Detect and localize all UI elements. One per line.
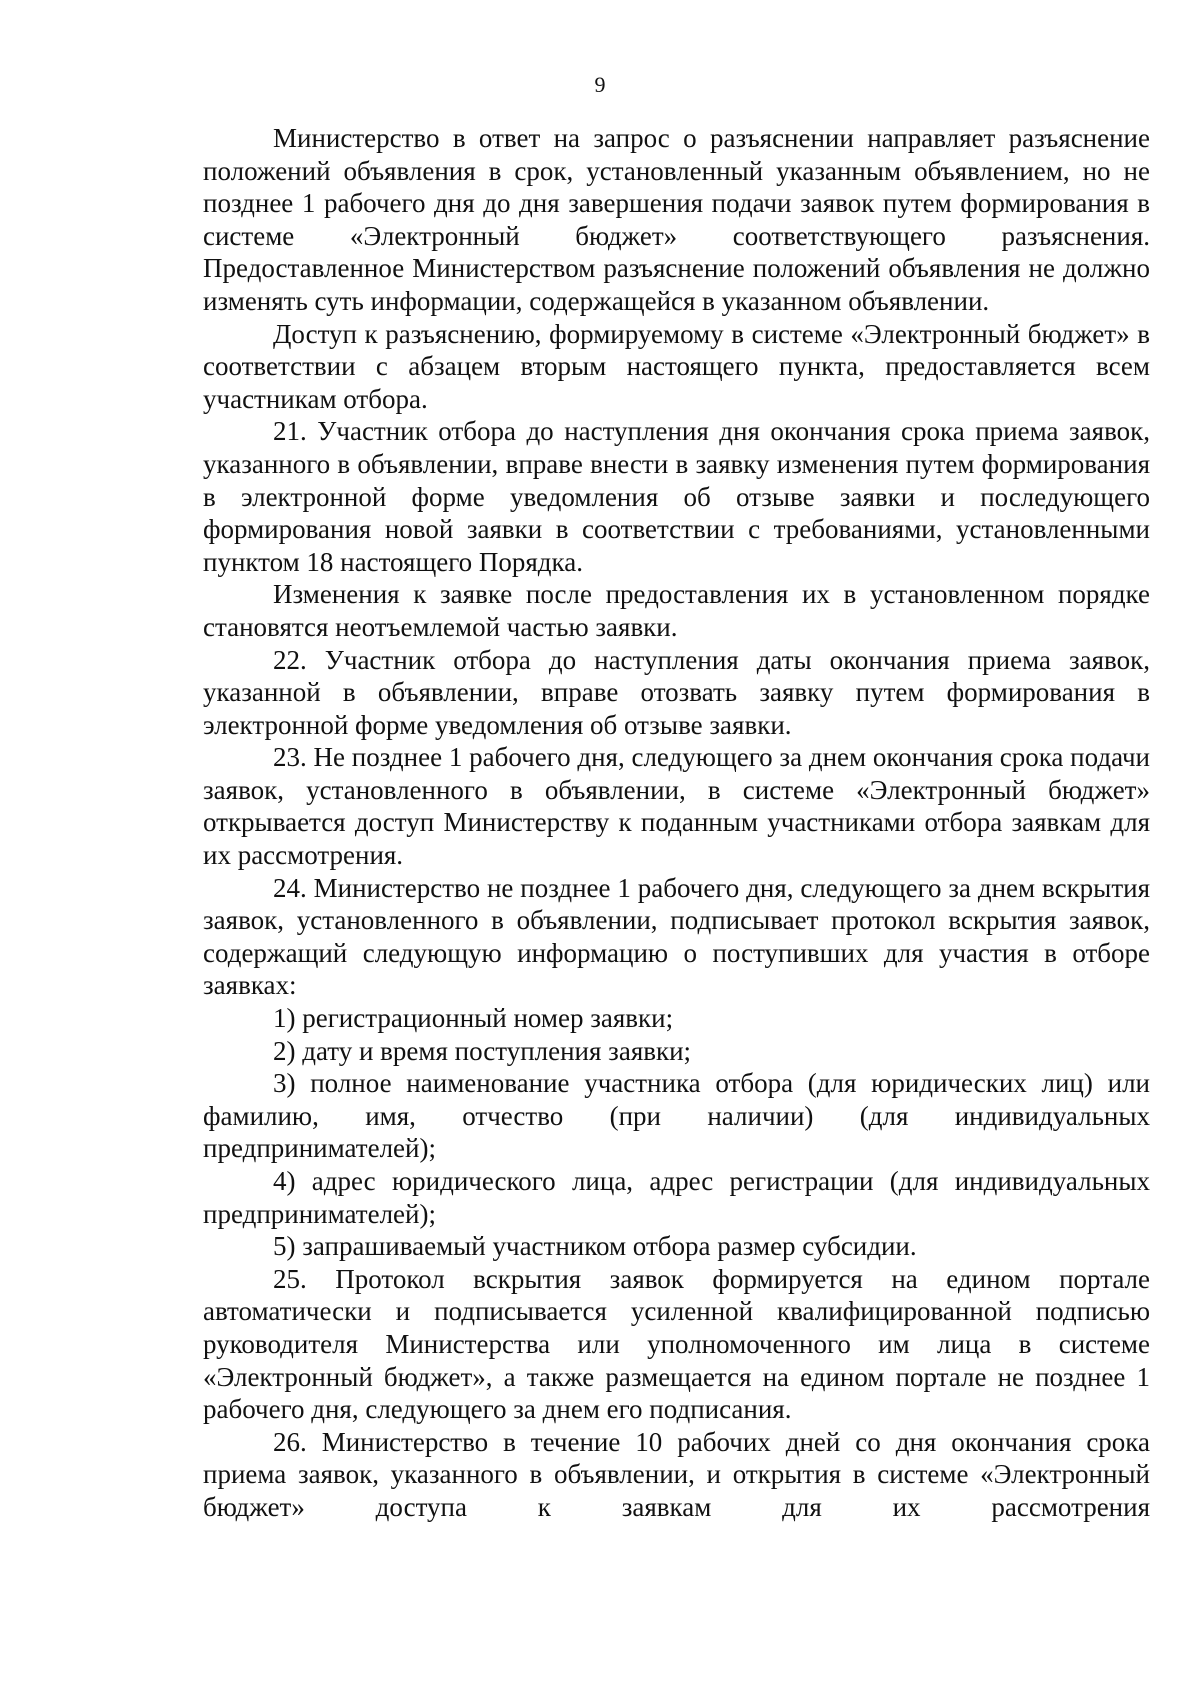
paragraph-item-24: 24. Министерство не позднее 1 рабочего дня, следующего за днем вскрытия заявок, установленного в объявлении, подписывает протокол вскрытия заявок, содержащий следующую информацию о поступивших для участия в отборе заявках: xyxy=(203,872,1150,1001)
list-item-registration-number: 1) регистрационный номер заявки; xyxy=(273,1003,674,1034)
paragraph-clarification-access: Доступ к разъяснению, формируемому в системе «Электронный бюджет» в соответствии с абзацем вторым настоящего пункта, предоставляется всем участникам отбора. xyxy=(203,318,1150,414)
paragraph-item-25: 25. Протокол вскрытия заявок формируется на едином портале автоматически и подписывается усиленной квалифицированной подписью руководителя Министерства или уполномоченного им лица в системе «Электронный бюджет», а также размещается на едином портале не позднее 1 рабочего дня, следующего за днем его подписания. xyxy=(203,1263,1150,1425)
paragraph-item-26: 26. Министерство в течение 10 рабочих дней со дня окончания срока приема заявок, указанного в объявлении, и открытия в системе «Электронный бюджет» доступа к заявкам для их рассмотрения xyxy=(203,1426,1150,1522)
document-body xyxy=(203,122,1150,1524)
paragraph-application-changes: Изменения к заявке после предоставления их в установленном порядке становятся неотъемлемой частью заявки. xyxy=(203,579,1150,642)
paragraph-item-21: 21. Участник отбора до наступления дня окончания срока приема заявок, указанного в объявлении, вправе внести в заявку изменения путем формирования в электронной форме уведомления об отзыве заявки и последующего формирования новой заявки в соответствии с требованиями, установленными пунктом 18 настоящего Порядка. xyxy=(203,416,1150,577)
list-item-subsidy-amount: 5) запрашиваемый участником отбора размер субсидии. xyxy=(273,1231,917,1262)
list-item-address: 4) адрес юридического лица, адрес регистрации (для индивидуальных предпринимателей); xyxy=(203,1166,1150,1229)
list-item-participant-name: 3) полное наименование участника отбора (для юридических лиц) или фамилию, имя, отчество (при наличии) (для индивидуальных предпринимателей); xyxy=(203,1068,1150,1164)
page-number: 9 xyxy=(594,72,606,97)
paragraph-item-22: 22. Участник отбора до наступления даты окончания приема заявок, указанной в объявлении, вправе отозвать заявку путем формирования в электронной форме уведомления об отзыве заявки. xyxy=(203,644,1150,740)
paragraph-ministry-clarification: Министерство в ответ на запрос о разъяснении направляет разъяснение положений объявления в срок, установленный указанным объявлением, но не позднее 1 рабочего дня до дня завершения подачи заявок путем формирования в системе «Электронный бюджет» соответствующего разъяснения. Предоставленное Министерством разъяснение положений объявления не должно изменять суть информации, содержащейся в указанном объявлении. xyxy=(203,123,1150,316)
list-item-receipt-date-time: 2) дату и время поступления заявки; xyxy=(273,1035,692,1066)
paragraph-item-23: 23. Не позднее 1 рабочего дня, следующего за днем окончания срока подачи заявок, установленного в объявлении, в системе «Электронный бюджет» открывается доступ Министерству к поданным участниками отбора заявкам для их рассмотрения. xyxy=(203,742,1150,871)
